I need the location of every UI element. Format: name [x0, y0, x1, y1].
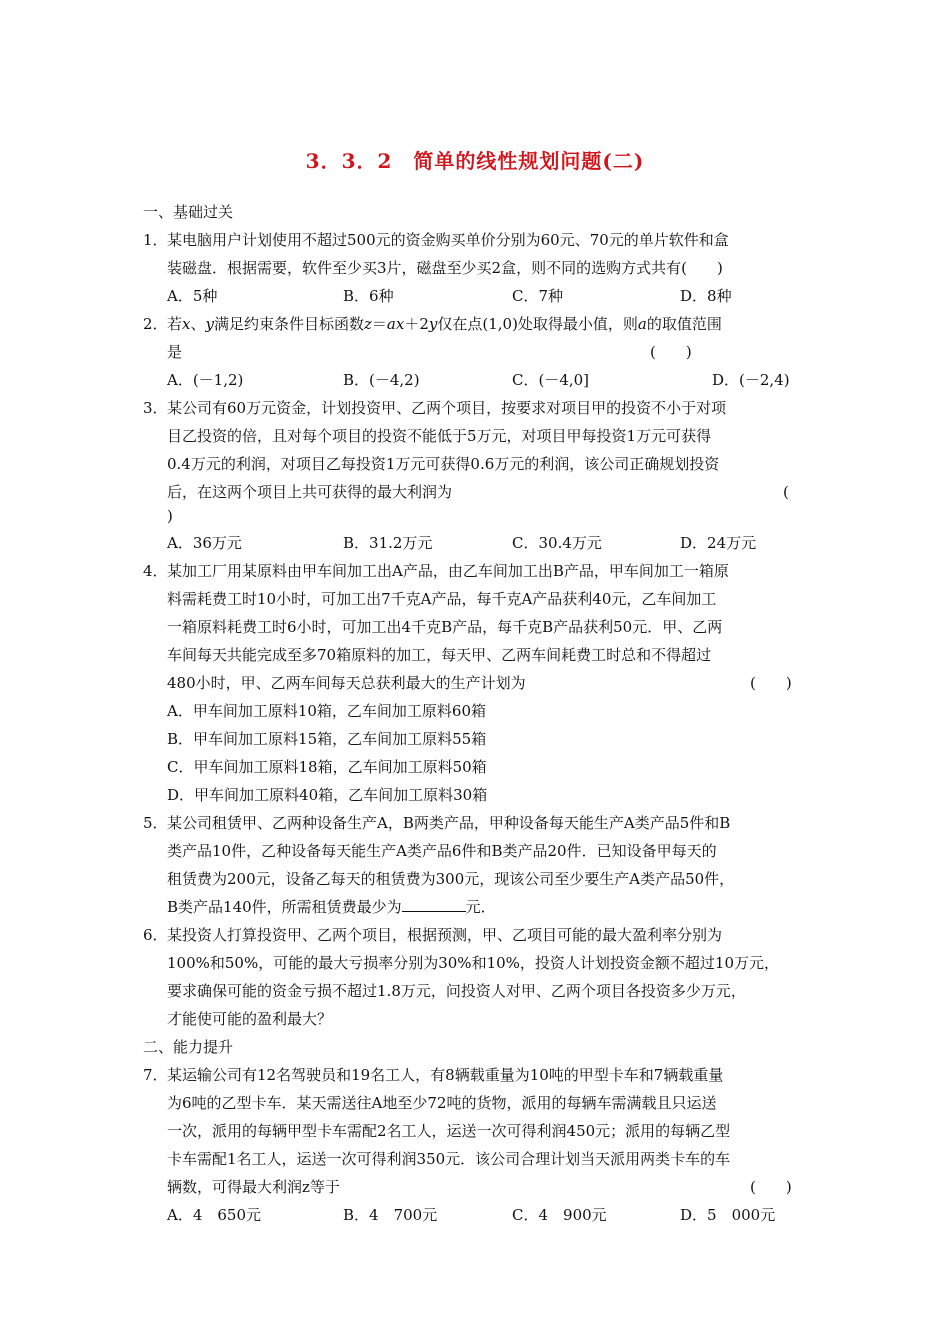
question-6-line: 要求确保可能的资金亏损不超过1.8万元，问投资人对甲、乙两个项目各投资多少万元，: [167, 982, 746, 1000]
question-4-line: 料需耗费工时10小时，可加工出7千克A产品，每千克A产品获利40元，乙车间加工: [167, 590, 717, 608]
question-2-option-a: A．(－1,2): [167, 371, 244, 389]
question-1-line: 某电脑用户计划使用不超过500元的资金购买单价分别为60元、70元的单片软件和盒: [167, 231, 729, 249]
question-6-line: 才能使可能的盈利最大？: [167, 1010, 333, 1028]
question-2-option-b: B．(－4,2): [343, 371, 420, 389]
question-3-option-c: C．30.4万元: [512, 534, 602, 552]
question-2-number: 2．: [143, 315, 168, 333]
question-1-line: 装磁盘．根据需要，软件至少买3片，磁盘至少买2盒，则不同的选购方式共有( ): [167, 259, 723, 277]
question-2-option-c: C．(－4,0]: [512, 371, 590, 389]
question-6-line: 100%和50%，可能的最大亏损率分别为30%和10%，投资人计划投资金额不超过10万元，: [167, 954, 779, 972]
question-3-line: 目乙投资的倍，且对每个项目的投资不能低于5万元，对项目甲每投资1万元可获得: [167, 427, 712, 445]
section-heading-advanced: 二、能力提升: [143, 1038, 234, 1056]
question-4-line: 车间每天共能完成至多70箱原料的加工，每天甲、乙两车间耗费工时总和不得超过: [167, 646, 712, 664]
question-5-line: 某公司租赁甲、乙两种设备生产A，B两类产品，甲种设备每天能生产A类产品5件和B: [167, 814, 731, 832]
question-3-number: 3．: [143, 399, 168, 417]
question-5-line: 类产品10件，乙种设备每天能生产A类产品6件和B类产品20件．已知设备甲每天的: [167, 842, 717, 860]
question-7-number: 7．: [143, 1066, 168, 1084]
question-5-line: 租赁费为200元，设备乙每天的租赁费为300元，现该公司至少要生产A类产品50件，: [167, 870, 735, 888]
question-4-option-a: A．甲车间加工原料10箱，乙车间加工原料60箱: [167, 702, 487, 720]
question-5-number: 5．: [143, 814, 168, 832]
question-4-line: 480小时，甲、乙两车间每天总获利最大的生产计划为: [167, 674, 526, 692]
answer-paren-close: ): [167, 507, 173, 525]
page-title: 3．3．2 简单的线性规划问题(二): [305, 149, 645, 173]
answer-paren-open: (: [783, 483, 789, 501]
question-1-option-c: C．7种: [512, 287, 564, 305]
question-7-option-a: A．4 650元: [167, 1206, 262, 1224]
question-2-option-d: D．(－2,4): [712, 371, 790, 389]
question-4-number: 4．: [143, 562, 168, 580]
question-3-line: 某公司有60万元资金，计划投资甲、乙两个项目，按要求对项目甲的投资不小于对项: [167, 399, 727, 417]
answer-paren: ( ): [650, 343, 692, 361]
question-4-line: 一箱原料耗费工时6小时，可加工出4千克B产品，每千克B产品获利50元．甲、乙两: [167, 618, 723, 636]
question-4-line: 某加工厂用某原料由甲车间加工出A产品，由乙车间加工出B产品，甲车间加工一箱原: [167, 562, 729, 580]
question-4-option-d: D．甲车间加工原料40箱，乙车间加工原料30箱: [167, 786, 488, 804]
section-heading-basic: 一、基础过关: [143, 203, 234, 221]
question-1-option-a: A．5种: [167, 287, 218, 305]
answer-blank: [402, 897, 466, 912]
question-5-line: B类产品140件，所需租赁费最少为 元．: [167, 898, 496, 916]
question-7-line: 为6吨的乙型卡车．某天需送往A地至少72吨的货物，派用的每辆车需满载且只运送: [167, 1094, 717, 1112]
question-7-line: 一次，派用的每辆甲型卡车需配2名工人，运送一次可得利润450元；派用的每辆乙型: [167, 1122, 731, 1140]
question-2-line: 是: [167, 343, 183, 361]
question-1-option-b: B．6种: [343, 287, 394, 305]
question-3-line: 0.4万元的利润，对项目乙每投资1万元可获得0.6万元的利润，该公司正确规划投资: [167, 455, 720, 473]
question-7-option-b: B．4 700元: [343, 1206, 438, 1224]
answer-paren: ( ): [750, 674, 792, 692]
question-4-option-c: C．甲车间加工原料18箱，乙车间加工原料50箱: [167, 758, 487, 776]
question-7-line: 某运输公司有12名驾驶员和19名工人，有8辆载重量为10吨的甲型卡车和7辆载重量: [167, 1066, 724, 1084]
question-6-number: 6．: [143, 926, 168, 944]
question-2-line: 若x、y满足约束条件目标函数z＝ax＋2y仅在点(1,0)处取得最小值，则a的取值范围: [167, 315, 722, 333]
question-3-option-b: B．31.2万元: [343, 534, 433, 552]
question-3-line: 后，在这两个项目上共可获得的最大利润为: [167, 483, 453, 501]
question-1-option-d: D．8种: [680, 287, 732, 305]
question-7-line: 辆数，可得最大利润z等于: [167, 1178, 340, 1196]
question-1-number: 1．: [143, 231, 168, 249]
question-3-option-a: A．36万元: [167, 534, 242, 552]
question-6-line: 某投资人打算投资甲、乙两个项目，根据预测，甲、乙项目可能的最大盈利率分别为: [167, 926, 723, 944]
question-7-option-d: D．5 000元: [680, 1206, 776, 1224]
question-7-line: 卡车需配1名工人，运送一次可得利润350元．该公司合理计划当天派用两类卡车的车: [167, 1150, 731, 1168]
answer-paren: ( ): [750, 1178, 792, 1196]
question-4-option-b: B．甲车间加工原料15箱，乙车间加工原料55箱: [167, 730, 487, 748]
question-3-option-d: D．24万元: [680, 534, 757, 552]
question-7-option-c: C．4 900元: [512, 1206, 607, 1224]
